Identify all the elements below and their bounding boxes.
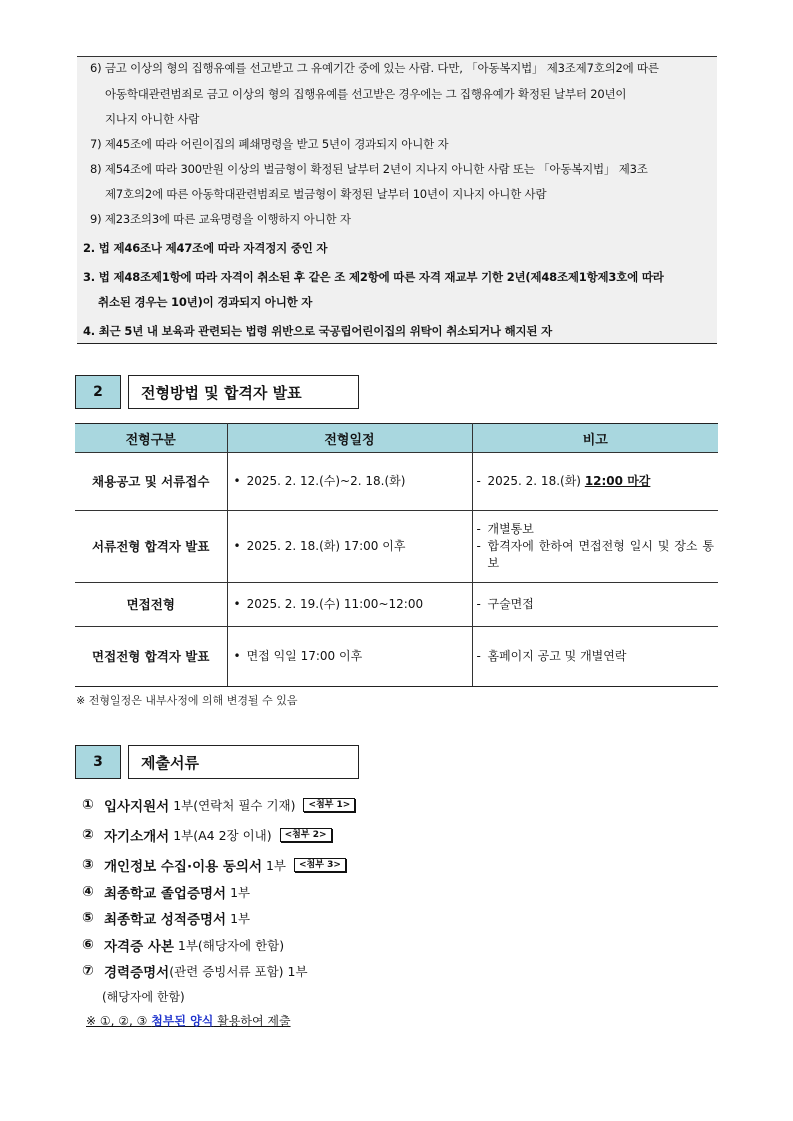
doc-detail: 1부(A4 2장 이내) (173, 828, 272, 843)
section-3-number: 3 (75, 745, 121, 779)
table-row (75, 583, 718, 627)
deadline-text: 12:00 마감 (584, 474, 651, 488)
doc-detail: 1부 (265, 858, 287, 873)
row-schedule (227, 453, 472, 511)
qual-item-8-line2: 제7호의2에 따른 아동학대관련범죄로 벌금형이 확정된 날부터 10년이 지나지 아니한 사람 (105, 187, 547, 201)
doc-detail: (관련 증빙서류 포함) 1부 (169, 964, 308, 979)
section-2-title: 전형방법 및 합격자 발표 (128, 375, 359, 409)
doc-7-subnote: (해당자에 한함) (102, 990, 185, 1004)
number-mark: ② (82, 827, 94, 843)
dash: - (476, 474, 481, 488)
doc-item-transcript (82, 908, 250, 928)
doc-name: 최종학교 성적증명서 (104, 912, 227, 928)
number-mark: ① (82, 797, 94, 813)
qual-item-8-line1: 8) 제54조에 따라 300만원 이상의 벌금형이 확정된 날부터 2년이 지나지 아니한 사람 또는 「아동복지법」 제3조 (90, 162, 648, 176)
bullet: • (233, 597, 241, 611)
doc-item-career-cert (82, 961, 308, 981)
qual-item-7: 7) 제45조에 따라 어린이집의 폐쇄명령을 받고 5년이 경과되지 아니한 자 (90, 137, 449, 151)
doc-detail: 1부(연락처 필수 기재) (173, 798, 296, 813)
section-2-number: 2 (75, 375, 121, 409)
row-schedule (227, 627, 472, 687)
row-category: 서류전형 합격자 발표 (75, 511, 227, 583)
note-prefix: ※ ①, ②, ③ (86, 1014, 152, 1028)
doc-name: 최종학교 졸업증명서 (104, 886, 227, 902)
header-category: 전형구분 (75, 424, 227, 453)
doc-name: 자격증 사본 (104, 939, 174, 955)
qual-item-b2: 2. 법 제46조나 제47조에 따라 자격정지 중인 자 (83, 241, 328, 255)
doc-item-self-intro (82, 825, 332, 845)
number-mark: ⑤ (82, 910, 94, 926)
qual-item-b4: 4. 최근 5년 내 보육과 관련되는 법령 위반으로 국공립어린이집의 위탁이 취소되거나 해지된 자 (83, 324, 553, 338)
doc-name: 입사지원서 (104, 799, 170, 815)
bullet: • (233, 539, 241, 553)
row-category: 채용공고 및 서류접수 (75, 453, 227, 511)
schedule-text: 2025. 2. 12.(수)~2. 18.(화) (246, 474, 406, 488)
remark-text: 합격자에 한하여 면접전형 일시 및 장소 통보 (487, 539, 714, 570)
doc-name: 자기소개서 (104, 829, 170, 845)
doc-item-license-copy (82, 935, 284, 955)
doc-detail: 1부(해당자에 한함) (177, 938, 285, 953)
number-mark: ⑦ (82, 963, 94, 979)
qual-item-b3-line2: 취소된 경우는 10년)이 경과되지 아니한 자 (98, 295, 313, 309)
attachment-tag: <첨부 3> (294, 858, 346, 872)
row-category: 면접전형 합격자 발표 (75, 627, 227, 687)
number-mark: ③ (82, 857, 94, 873)
table-row (75, 453, 718, 511)
row-remarks (472, 453, 718, 511)
remark-text: 개별통보 (487, 522, 534, 536)
row-category: 면접전형 (75, 583, 227, 627)
qual-item-6-line3: 지나지 아니한 사람 (105, 112, 200, 126)
note-suffix: 활용하여 제출 (213, 1014, 291, 1028)
doc-item-graduation-cert (82, 882, 250, 902)
attachment-tag: <첨부 1> (303, 798, 355, 812)
table-row (75, 627, 718, 687)
dash: - (476, 649, 481, 663)
bullet: • (233, 649, 241, 663)
dash: - (476, 597, 481, 611)
remark-text: 홈페이지 공고 및 개별연락 (487, 649, 627, 663)
schedule-text: 2025. 2. 18.(화) 17:00 이후 (246, 539, 406, 553)
schedule-text: 2025. 2. 19.(수) 11:00~12:00 (246, 597, 424, 611)
bullet: • (233, 474, 241, 488)
submission-note (86, 1012, 291, 1029)
qual-item-b3-line1: 3. 법 제48조제1항에 따라 자격이 취소된 후 같은 조 제2항에 따른 자격 재교부 기한 2년(제48조제1항제3호에 따라 (83, 270, 664, 284)
dash: - (476, 522, 481, 536)
remark-date: 2025. 2. 18.(화) (487, 474, 581, 488)
qual-item-6-line1: 6) 금고 이상의 형의 집행유예를 선고받고 그 유예기간 중에 있는 사람. 다만, 「아동복지법」 제3조제7호의2에 따른 (90, 61, 659, 75)
section-3-title: 제출서류 (128, 745, 359, 779)
number-mark: ④ (82, 884, 94, 900)
table-row (75, 511, 718, 583)
header-remarks: 비고 (472, 424, 718, 453)
doc-item-privacy-consent (82, 855, 346, 875)
attached-form-link[interactable]: 첨부된 양식 (151, 1014, 214, 1028)
row-remarks (472, 627, 718, 687)
selection-schedule-table (75, 423, 718, 687)
dash: - (476, 539, 481, 553)
schedule-note: ※ 전형일정은 내부사정에 의해 변경될 수 있음 (76, 694, 298, 707)
row-schedule (227, 583, 472, 627)
number-mark: ⑥ (82, 937, 94, 953)
doc-name: 경력증명서 (104, 965, 170, 981)
qual-item-9: 9) 제23조의3에 따른 교육명령을 이행하지 아니한 자 (90, 212, 351, 226)
header-schedule: 전형일정 (227, 424, 472, 453)
remark-text: 구술면접 (487, 597, 534, 611)
doc-detail: 1부 (230, 885, 251, 900)
qual-item-6-line2: 아동학대관련범죄로 금고 이상의 형의 집행유예를 선고받은 경우에는 그 집행유예가 확정된 날부터 20년이 (105, 87, 627, 101)
row-remarks (472, 511, 718, 583)
row-remarks (472, 583, 718, 627)
doc-detail: 1부 (230, 911, 251, 926)
doc-item-application (82, 795, 355, 815)
attachment-tag: <첨부 2> (280, 828, 332, 842)
table-header-row (75, 424, 718, 453)
row-schedule (227, 511, 472, 583)
schedule-text: 면접 익일 17:00 이후 (246, 649, 363, 663)
doc-name: 개인정보 수집·이용 동의서 (104, 859, 262, 875)
